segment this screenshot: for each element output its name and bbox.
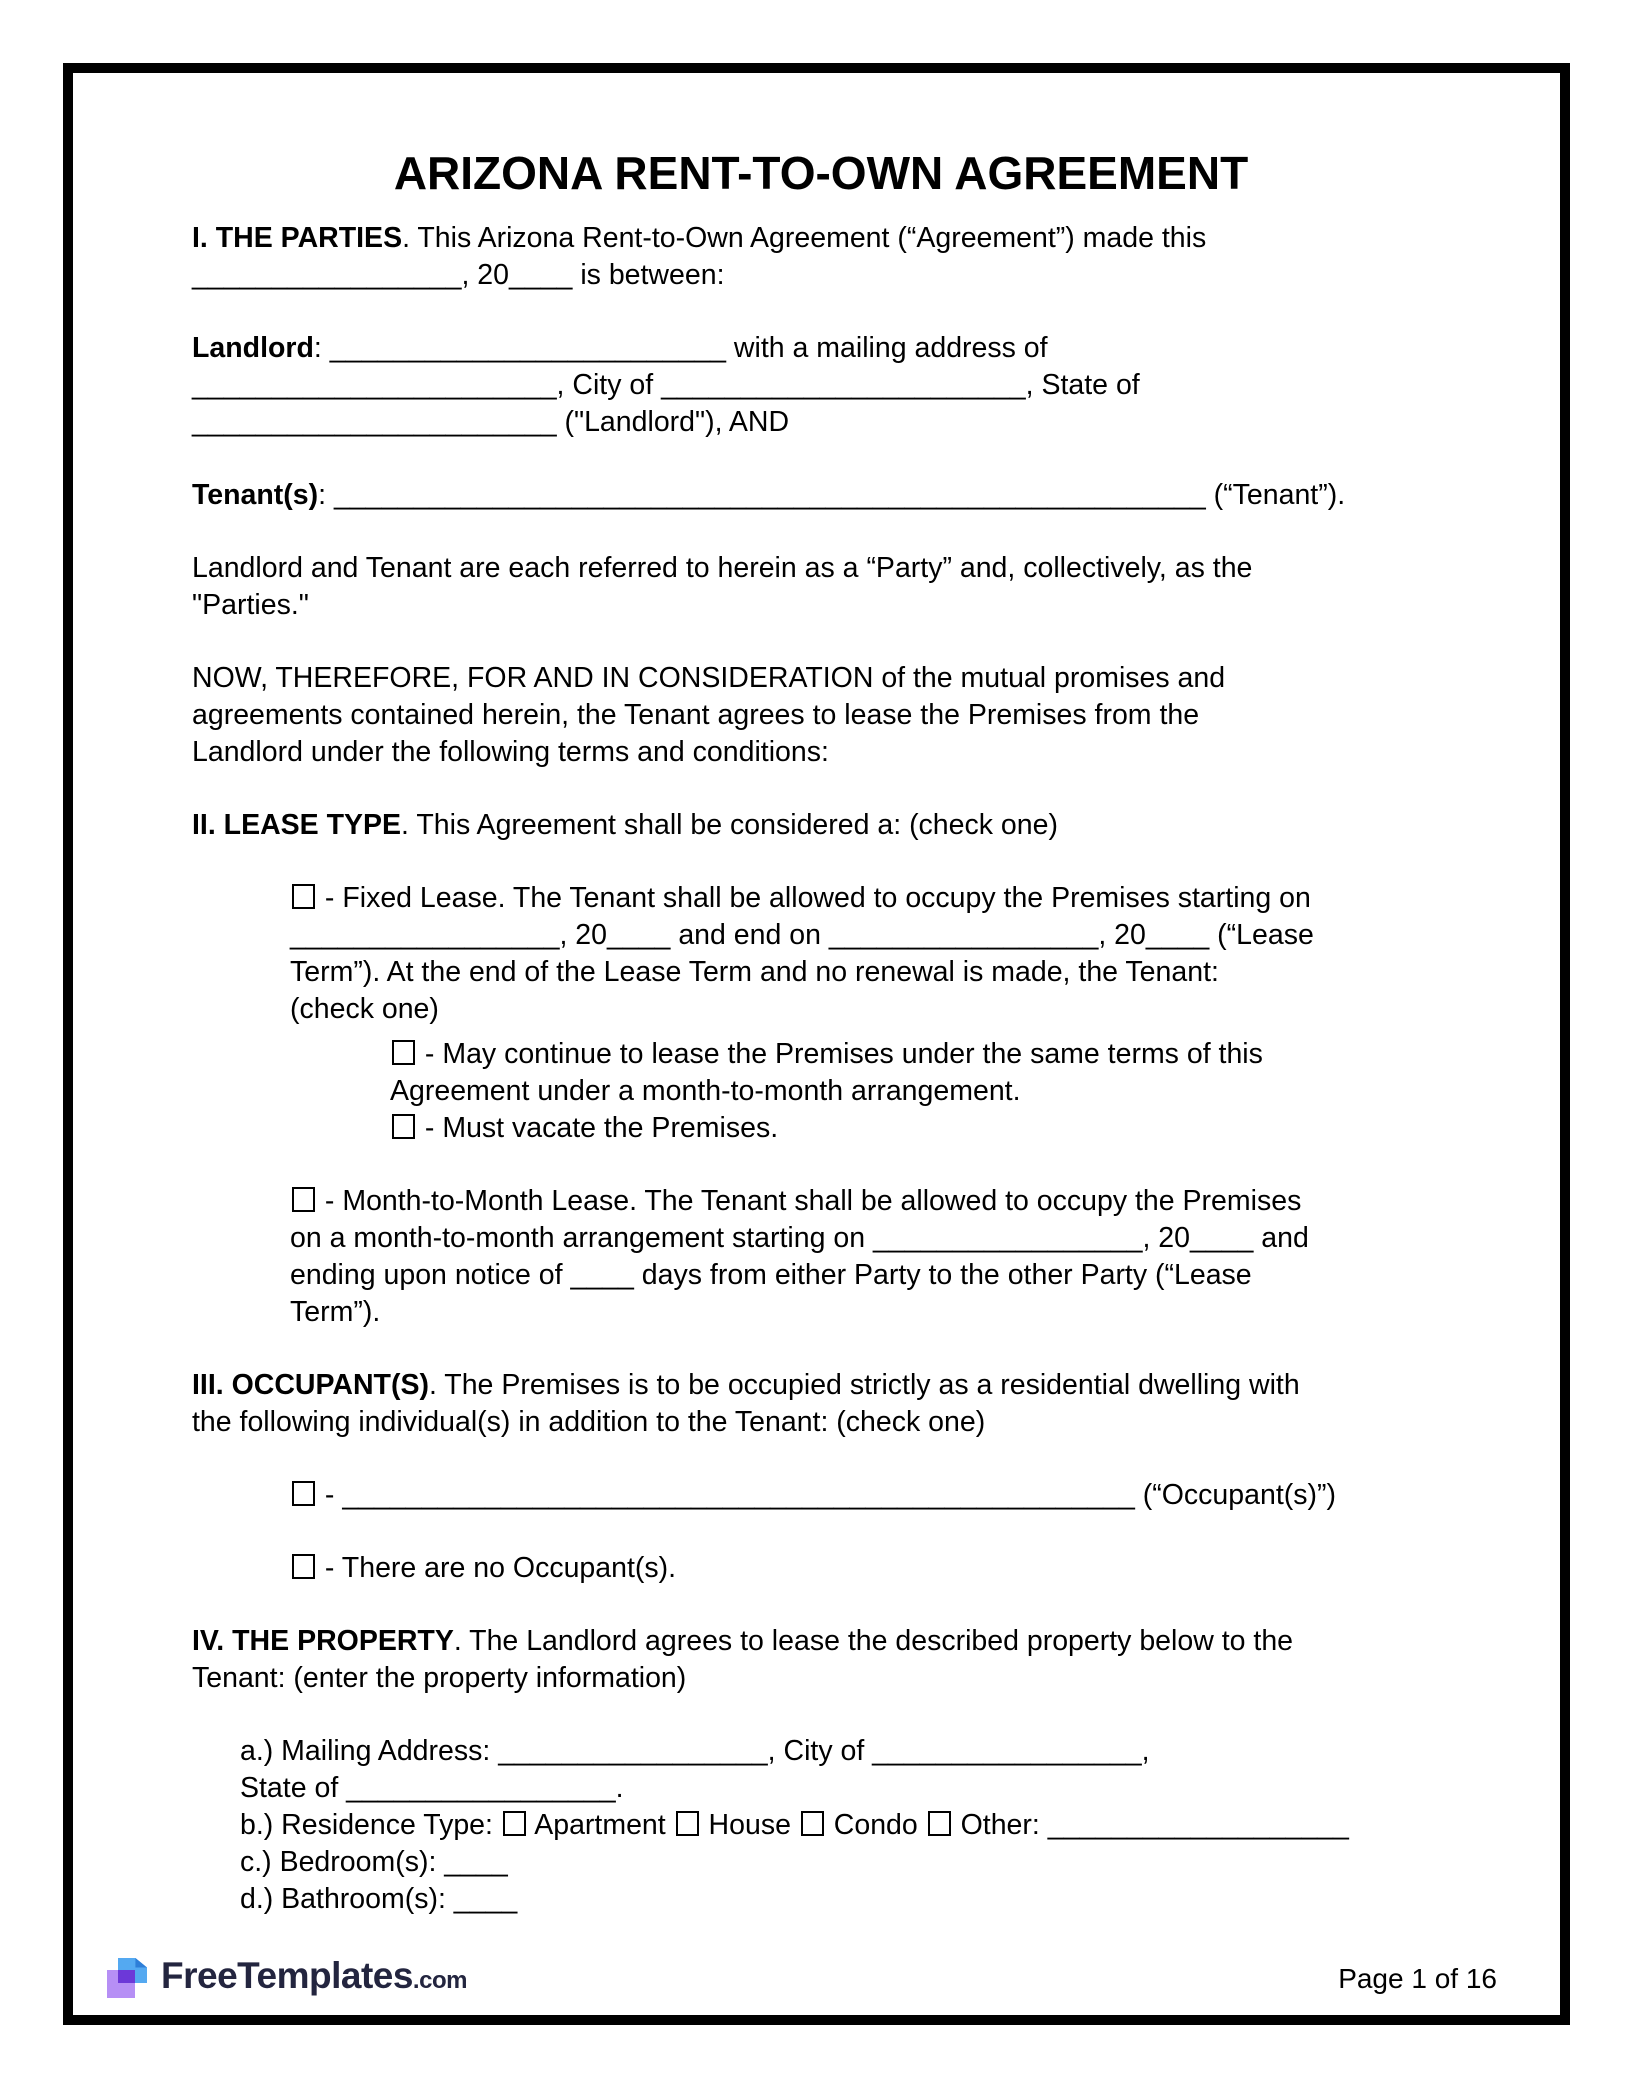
section-heading: Landlord (192, 332, 314, 364)
text-run: NOW, THEREFORE, FOR AND IN CONSIDERATION of the mutual promises and (192, 662, 1226, 694)
text-line (192, 367, 1450, 404)
text-line (240, 1733, 1450, 1770)
text-line (192, 660, 1450, 697)
text-run: "Parties." (192, 589, 309, 621)
text-line (290, 880, 1450, 917)
text-line (390, 1110, 1450, 1147)
checkbox-icon[interactable] (292, 1187, 315, 1212)
text-run: - There are no Occupant(s). (317, 1552, 677, 1584)
paragraph (240, 1733, 1450, 1918)
text-line (390, 1036, 1450, 1073)
page-border-frame (63, 63, 1570, 2025)
text-run: . The Landlord agrees to lease the described property below to the (453, 1625, 1294, 1657)
text-run: b.) Residence Type: (240, 1809, 501, 1841)
section-heading: Tenant(s) (192, 479, 319, 511)
text-run: Agreement under a month-to-month arrangement. (390, 1075, 1021, 1107)
checkbox-icon[interactable] (392, 1114, 415, 1139)
text-line (240, 1807, 1450, 1844)
text-run: Landlord under the following terms and conditions: (192, 736, 829, 768)
brand-name: FreeTemplates (161, 1955, 413, 1996)
text-run: - Must vacate the Premises. (417, 1112, 779, 1144)
text-run: - __________________________________________________ (“Occupant(s)”) (317, 1479, 1336, 1511)
text-line (192, 477, 1450, 514)
text-run: Tenant: (enter the property information) (192, 1662, 687, 1694)
text-line (192, 587, 1450, 624)
text-run: ending upon notice of ____ days from either Party to the other Party (“Lease (290, 1259, 1252, 1291)
freetemplates-logo-icon (107, 1958, 149, 1999)
section-heading: IV. THE PROPERTY (192, 1625, 454, 1657)
text-line (290, 917, 1450, 954)
text-line (240, 1844, 1450, 1881)
text-line (192, 404, 1450, 441)
text-line (192, 1367, 1450, 1404)
paragraph (390, 1036, 1450, 1147)
checkbox-icon[interactable] (392, 1040, 415, 1065)
paragraph (290, 1550, 1450, 1587)
text-run: . This Agreement shall be considered a: (check one) (401, 809, 1058, 841)
text-line (290, 1257, 1450, 1294)
section-heading: I. THE PARTIES (192, 222, 403, 254)
paragraph (290, 880, 1450, 1028)
text-run: : _______________________________________________________ (“Tenant”). (318, 479, 1346, 511)
text-line (290, 991, 1450, 1028)
checkbox-icon[interactable] (292, 1554, 315, 1579)
text-line (290, 1294, 1450, 1331)
text-run: : _________________________ with a mailing address of (313, 332, 1048, 364)
text-run: Apartment (527, 1809, 674, 1841)
text-line (192, 734, 1450, 771)
text-run: on a month-to-month arrangement starting on _________________, 20____ and (290, 1222, 1309, 1254)
checkbox-icon[interactable] (292, 1481, 315, 1506)
text-run: - May continue to lease the Premises under the same terms of this (417, 1038, 1263, 1070)
text-line (290, 1550, 1450, 1587)
text-run: (check one) (290, 993, 439, 1025)
checkbox-icon[interactable] (801, 1811, 824, 1836)
text-line (240, 1770, 1450, 1807)
checkbox-icon[interactable] (503, 1811, 526, 1836)
paragraph (192, 1623, 1450, 1697)
page-number: Page 1 of 16 (1338, 1963, 1497, 1994)
text-run: _______________________ ("Landlord"), AND (192, 406, 790, 438)
text-run: - Month-to-Month Lease. The Tenant shall be allowed to occupy the Premises (317, 1185, 1302, 1217)
page-footer (73, 1955, 1560, 2002)
text-run: a.) Mailing Address: _________________, City of _________________, (240, 1735, 1150, 1767)
paragraph (192, 660, 1450, 771)
paragraph (192, 330, 1450, 441)
text-line (192, 1623, 1450, 1660)
text-run: . The Premises is to be occupied strictly as a residential dwelling with (428, 1369, 1300, 1401)
text-run: - Fixed Lease. The Tenant shall be allowed to occupy the Premises starting on (317, 882, 1311, 914)
brand-text (161, 1955, 467, 2002)
text-run: Landlord and Tenant are each referred to herein as a “Party” and, collectively, as the (192, 552, 1253, 584)
checkbox-icon[interactable] (928, 1811, 951, 1836)
text-run: agreements contained herein, the Tenant agrees to lease the Premises from the (192, 699, 1200, 731)
freetemplates-logo (107, 1955, 467, 2002)
text-line (192, 550, 1450, 587)
text-run: _________________, 20____ and end on _________________, 20____ (“Lease (290, 919, 1314, 951)
text-line (240, 1881, 1450, 1918)
text-line (390, 1073, 1450, 1110)
text-line (192, 697, 1450, 734)
brand-suffix: .com (412, 1967, 467, 1994)
text-run: _________________, 20____ is between: (192, 259, 725, 291)
text-run: . This Arizona Rent-to-Own Agreement (“Agreement”) made this (402, 222, 1207, 254)
document-content (73, 73, 1560, 1918)
text-run: Condo (825, 1809, 926, 1841)
paragraph (290, 1477, 1450, 1514)
text-run: House (700, 1809, 799, 1841)
text-run: _______________________, City of _______________________, State of (192, 369, 1140, 401)
text-run: Other: ___________________ (952, 1809, 1349, 1841)
text-run: the following individual(s) in addition to the Tenant: (check one) (192, 1406, 986, 1438)
text-line (192, 807, 1450, 844)
text-run: c.) Bedroom(s): ____ (240, 1846, 508, 1878)
paragraph (192, 1367, 1450, 1441)
text-line (192, 1660, 1450, 1697)
text-run: State of _________________. (240, 1772, 624, 1804)
paragraph (192, 220, 1450, 294)
text-line (290, 1220, 1450, 1257)
document-body (192, 220, 1450, 1918)
text-run: Term”). (290, 1296, 381, 1328)
paragraph (192, 477, 1450, 514)
paragraph (290, 1183, 1450, 1331)
text-line (192, 330, 1450, 367)
document-title: ARIZONA RENT-TO-OWN AGREEMENT (393, 147, 1249, 199)
text-line (290, 1477, 1450, 1514)
checkbox-icon[interactable] (292, 884, 315, 909)
text-line (192, 220, 1450, 257)
text-run: d.) Bathroom(s): ____ (240, 1883, 518, 1915)
logo-overlap-icon (118, 1970, 135, 1983)
text-line (290, 1183, 1450, 1220)
section-heading: III. OCCUPANT(S) (192, 1369, 429, 1401)
text-line (192, 1404, 1450, 1441)
text-run: Term”). At the end of the Lease Term and no renewal is made, the Tenant: (290, 956, 1219, 988)
paragraph (192, 550, 1450, 624)
checkbox-icon[interactable] (676, 1811, 699, 1836)
text-line (290, 954, 1450, 991)
text-line (192, 257, 1450, 294)
paragraph (192, 807, 1450, 844)
section-heading: II. LEASE TYPE (192, 809, 402, 841)
